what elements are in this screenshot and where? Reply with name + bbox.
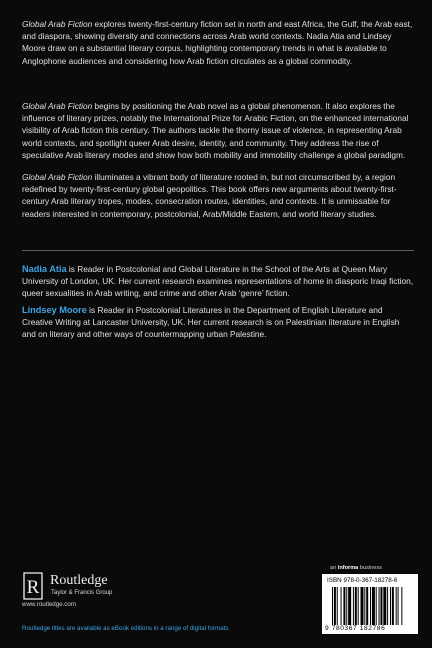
blurb-text: explores twenty-first-century fiction set in north and east Africa, the Gulf, the Arab east, and diaspora, showing diversity and connections across Arab world contexts. Nadia Atia and Lindsey Moore draw on a substantial literary corpus, highlighting contemporary trends in what is available to Anglophone audiences and considering how Arab fiction circulates as a global commodity. (22, 19, 413, 66)
routledge-logo-icon (22, 572, 44, 600)
blurb-paragraph-1 (22, 18, 414, 67)
book-title: Global Arab Fiction (22, 172, 93, 182)
barcode-bar (355, 587, 357, 625)
barcode-bar (390, 587, 391, 625)
barcode-bar (361, 587, 364, 625)
author-bio-text: is Reader in Postcolonial Literatures in the Department of English Literature and Creative Writing at Lancaster University, UK. Her current research is on Palestinian literature in English and on literary and other ways of countermapping urban Palestine. (22, 305, 400, 340)
barcode-bar (353, 587, 354, 625)
author-bio-2 (22, 304, 414, 341)
author-name: Lindsey Moore (22, 305, 87, 315)
barcode-bar (383, 587, 386, 625)
barcode-bar (370, 587, 371, 625)
publisher-group: Taylor & Francis Group (51, 590, 113, 596)
publisher-logo (22, 570, 162, 620)
logo-letter: R (26, 577, 40, 598)
barcode-bar (372, 587, 375, 625)
barcode-digits: 9 780367 182786 (325, 625, 386, 632)
barcode-bar (358, 587, 359, 625)
book-title: Global Arab Fiction (22, 101, 93, 111)
barcode-bar (366, 587, 368, 625)
author-bio-text: is Reader in Postcolonial and Global Literature in the School of the Arts at Queen Mary University of London, UK. Her current research examines representations of home in diasporic Iraqi fiction, queer sexualities in Arab writing, and crime and other Arab ‘genre’ fiction. (22, 264, 414, 299)
barcode-bars (332, 587, 412, 625)
blurb-text: illuminates a vibrant body of literature rooted in, but not circumscribed by, a region redefined by twenty-first-century global geopolitics. This book offers new arguments about twenty-first-century Arab literary tropes, modes, consecration routes, identities, and contexts. It is unmissable for readers interested in contemporary, postcolonial, Arab/Middle Eastern, and world literary studies. (22, 172, 397, 219)
barcode-bar (337, 587, 338, 625)
publisher-name: Routledge (50, 573, 108, 588)
isbn-barcode (322, 574, 418, 634)
informa-brand: informa (337, 565, 359, 571)
barcode-bar (401, 587, 402, 625)
barcode-bar (392, 587, 394, 625)
author-name: Nadia Atia (22, 264, 67, 274)
barcode-bar (341, 587, 342, 625)
barcode-bar (379, 587, 380, 625)
isbn-number: ISBN 978-0-367-18278-6 (327, 577, 398, 584)
ebook-note: Routledge titles are available as eBook editions in a range of digital formats (22, 625, 229, 632)
publisher-website: www.routledge.com (22, 601, 76, 608)
barcode-bar (396, 587, 397, 625)
blurb-paragraph-2 (22, 100, 414, 161)
book-title: Global Arab Fiction (22, 19, 93, 29)
informa-business-label: an informa business (330, 565, 382, 571)
blurb-paragraph-3 (22, 171, 414, 220)
barcode-bar (343, 587, 345, 625)
author-bio-1 (22, 263, 414, 300)
barcode-bar (364, 587, 365, 625)
barcode-bar (398, 587, 399, 625)
barcode-bar (380, 587, 382, 625)
barcode-bar (387, 587, 388, 625)
divider (22, 250, 414, 251)
barcode-bar (348, 587, 351, 625)
barcode-bar (346, 587, 347, 625)
barcode-bar (332, 587, 333, 625)
barcode-bar (376, 587, 377, 625)
barcode-bar (334, 587, 336, 625)
blurb-text: begins by positioning the Arab novel as a global phenomenon. It also explores the influence of literary prizes, notably the International Prize for Arabic Fiction, on the enhanced international visibility of Arab fiction this century. The authors tackle the thorny issue of violence, in representing Arab world contexts, and spotlight queer Arab desire, identity, and community. They address the rise of speculative Arab literary modes and show how both mobility and immobility challenge a global paradigm. (22, 101, 409, 160)
